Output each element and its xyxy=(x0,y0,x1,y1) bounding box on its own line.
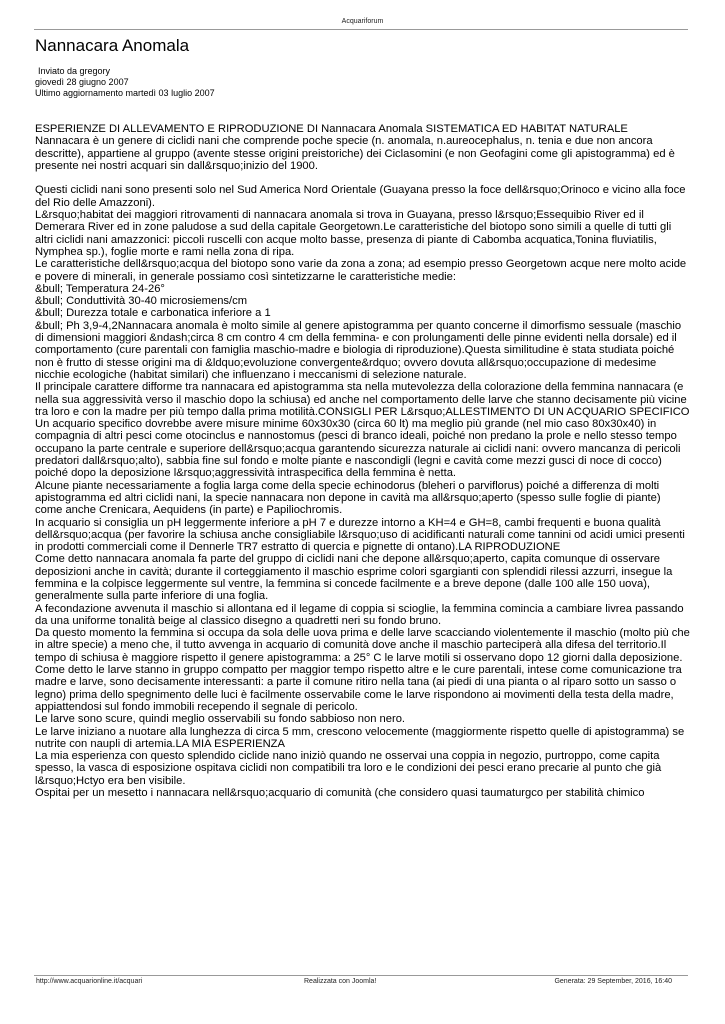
article-title: Nannacara Anomala xyxy=(35,36,190,55)
article-body xyxy=(35,123,691,799)
footer-url: http://www.acquarionline.it/acquari xyxy=(36,978,143,985)
article-author: Inviato da gregory xyxy=(38,66,111,76)
article-updated: Ultimo aggiornamento martedì 03 luglio 2007 xyxy=(35,87,215,98)
body-paragraph: Questi ciclidi nani sono presenti solo nel Sud America Nord Orientale (Guayana presso la foce dell&rsquo;Orinoco e vicino alla foce del Rio delle Amazzoni). L&rsquo;habitat dei maggiori ritrovamenti di nannacara anomala si trova in Guayana, presso l&rsquo;Essequibio River ed il Demerara River ed in zone paludose a sud della capitale Georgetown.Le caratteristiche del biotopo sono simili a quelle di tutti gli altri ciclidi nani amazzonici: piccoli ruscelli con acque molto basse, presenza di piante di Cabomba acquatica,Tonina fluviatilis, Nymphea sp.), foglie morte e rami nella zona di ripa. Le caratteristiche dell&rsquo;acqua del biotopo sono varie da zona a zona; ad esempio presso Georgetown acque nere molto acide e povere di minerali, in generale possiamo così sintetizzarne le caratteristiche medie: &bull; Temperatura 24-26° &bull; Conduttività 30-40 microsiemens/cm &bull; Durezza totale e carbonatica inferiore a 1 &bull; Ph 3,9-4,2Nannacara anomala è molto simile al genere apistogramma per quanto concerne il dimorfismo sessuale (maschio di dimensioni maggiori &ndash;circa 8 cm contro 4 cm della femmina- e con prolungamenti delle pinne evidenti nella dorsale) ed il comportamento (cure parentali con famiglia maschio-madre e biologia di riproduzione).Questa similitudine è stata studiata poiché non è frutto di stesse origini ma di &ldquo;evoluzione convergente&rdquo; ovvero dovuta all&rsquo;occupazione di medesime nicchie ecologiche (habitat similari) che influenzano i meccanismi di selezione naturale. Il principale carattere difforme tra nannacara ed apistogramma sta nella mutevolezza della colorazione della femmina nannacara (e nella sua aggressività verso il maschio dopo la schiusa) ed anche nel comportamento delle larve che stanno decisamente più vicine tra loro e con la madre per più tempo dalla prima motilità.CONSIGLI PER L&rsquo;ALLESTIMENTO DI UN ACQUARIO SPECIFICO Un acquario specifico dovrebbe avere misure minime 60x30x30 (circa 60 lt) ma meglio più grande (nel mio caso 80x30x40) in compagnia di altri pesci come otocinclus e nannostomus (pesci di branco ideali, poiché non predano la prole e nello stesso tempo occupano la parte centrale e superiore dell&rsquo;acqua garantendo sicurezza naturale ai ciclidi nani: ovvero mancanza di pericoli predatori dall&rsquo;alto), sabbia fine sul fondo e molte piante e nascondigli (legni e cavità come mezzi gusci di noce di cocco) poiché dopo la deposizione l&rsquo;aggressività intraspecifica della femmina è netta. Alcune piante necessariamente a foglia larga come della specie echinodorus (bleheri o parviflorus) poiché a differenza di molti apistogramma ed altri ciclidi nani, la specie nannacara non depone in cavità ma all&rsquo;aperto (spesso sulle foglie di piante) come anche Crenicara, Aequidens (in parte) e Papiliochromis. In acquario si consiglia un pH leggermente inferiore a pH 7 e durezze intorno a KH=4 e GH=8, cambi frequenti e buona qualità dell&rsquo;acqua (per favorire la schiusa anche consigliabile l&rsquo;uso di acidificanti naturali come tannini od acidi umici presenti in prodotti commerciali come il Dennerle TR7 estratto di quercia e pignette di ontano).LA RIPRODUZIONE Come detto nannacara anomala fa parte del gruppo di ciclidi nani che depone all&rsquo;aperto, capita comunque di osservare deposizioni anche in cavità; durante il corteggiamento il maschio esprime colori sgargianti con splendidi rilessi azzurri, insegue la femmina e la colpisce leggermente sul ventre, la femmina si concede facilmente e a breve depone (dalle 100 alle 150 uova), generalmente sulla parte inferiore di una foglia. A fecondazione avvenuta il maschio si allontana ed il legame di coppia si scioglie, la femmina comincia a cambiare livrea passando da una uniforme tonalità beige al classico disegno a quadretti neri su fondo bruno. Da questo momento la femmina si occupa da sola delle uova prima e delle larve scacciando violentemente il maschio (molto più che in altre specie) a meno che, il tutto avvenga in acquario di comunità dove anche il maschio parteciperà alla difesa del territorio.Il tempo di schiusa è maggiore rispetto il genere apistogramma: a 25° C le larve motili si osservano dopo 12 giorni dalla deposizione. Come detto le larve stanno in gruppo compatto per maggior tempo rispetto altre e le cure parentali, intese come comunicazione tra madre e larve, sono decisamente interessanti: a parte il comune ritiro nella tana (ai piedi di una pianta o al riparo sotto un sasso o legno) prima dello spegnimento delle luci è facilmente osservabile come le larve rispondono ai movimenti della testa della madre, appiattendosi sul fondo immobili recependo il segnale di pericolo. Le larve sono scure, quindi meglio osservabili su fondo sabbioso non nero. Le larve iniziano a nuotare alla lunghezza di circa 5 mm, crescono velocemente (maggiormente rispetto quelle di apistogramma) se nutrite con naupli di artemia.LA MIA ESPERIENZA La mia esperienza con questo splendido ciclide nano iniziò quando ne osservai una coppia in negozio, purtroppo, come capita spesso, la vasca di esposizione ospitava ciclidi non compatibili tra loro e le condizioni dei pesci erano precarie al punto che già l&rsquo;Hctyo era ben visibile. Ospitai per un mesetto i nannacara nell&rsquo;acquario di comunità (che considero quasi taumaturgco per stabilità chimico xyxy=(35,184,690,800)
header-divider xyxy=(34,29,688,30)
footer-powered: Realizzata con Joomla! xyxy=(304,978,377,985)
site-name: Acquariforum xyxy=(341,18,384,25)
footer-divider xyxy=(34,975,688,976)
article-date: giovedì 28 giugno 2007 xyxy=(35,76,129,87)
footer-generated: Generata: 29 September, 2016, 16:40 xyxy=(554,978,672,985)
article-meta xyxy=(35,66,215,98)
body-paragraph: ESPERIENZE DI ALLEVAMENTO E RIPRODUZIONE DI Nannacara Anomala SISTEMATICA ED HABITAT NATURALE Nannacara è un genere di ciclidi nani che comprende poche specie (n. anomala, n.aureocephalus, n. tenia e due non ancora descritte), appartiene al gruppo (avente stesse origini preistoriche) dei Ciclasomini (e non Geofagini come gli apistogramma) ed è presente nei nostri acquari sin dall&rsquo;inizio del 1900. xyxy=(35,123,675,172)
